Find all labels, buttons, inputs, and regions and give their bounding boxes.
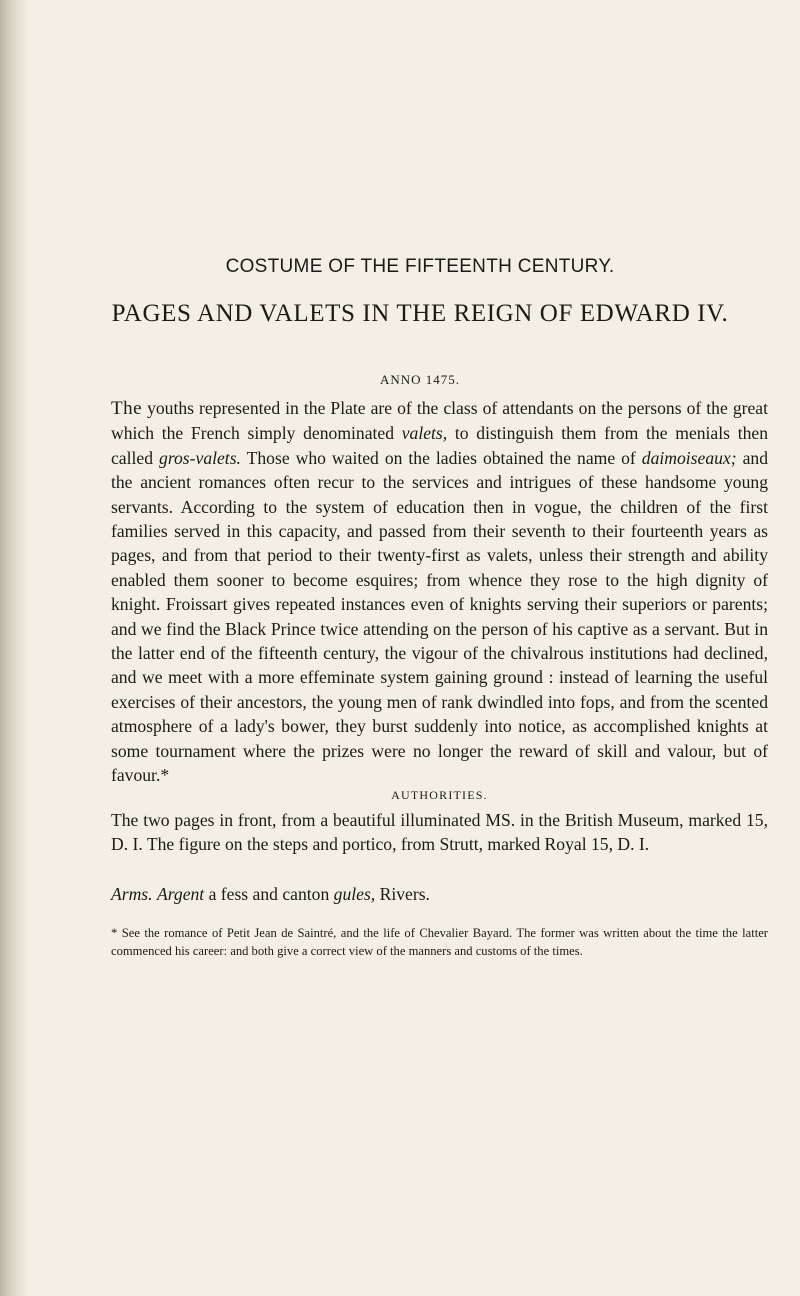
italic-term: valets,: [401, 423, 448, 444]
arms-tincture: Argent: [156, 884, 205, 904]
authorities-text: The two pages in front, from a beautiful illuminated MS. in the British Museum, marked 15, D. I. The figure on the steps and portico, from Strutt, marked Royal 15, D. I.: [111, 810, 768, 855]
footnote: [111, 925, 768, 960]
lead-word: The: [111, 398, 143, 419]
text-run: youths represented in the Plate are of the class of attendants on the persons of the great which the French simply denominated: [111, 398, 768, 444]
arms-line: [111, 882, 768, 906]
italic-term: gros-valets.: [159, 447, 241, 468]
page-title: COSTUME OF THE FIFTEENTH CENTURY.: [225, 256, 615, 277]
arms-tincture: gules,: [333, 884, 376, 904]
arms-text: Rivers.: [375, 884, 430, 904]
italic-term: daimoiseaux;: [641, 447, 737, 468]
footnote-text: * See the romance of Petit Jean de Saintré, and the life of Chevalier Bayard. The former was written about the time the latter commenced his career: and both give a correct view of the manners and customs of the times.: [111, 926, 768, 958]
text-run: and the ancient romances often recur to the services and intrigues of these handsome young servants. According to the system of education then in vogue, the children of the first families served in this capacity, and passed from their seventh to their fourteenth years as pages, and from that period to their twenty-first as valets, unless their strength and ability enabled them sooner to become esquires; from whence they rose to the high dignity of knight. Froissart gives repeated instances even of knights serving their superiors or parents; and we find the Black Prince twice attending on the person of his captive as a servant. But in the latter end of the fifteenth century, the vigour of the chivalrous institutions had declined, and we meet with a more effeminate system gaining ground : instead of learning the useful exercises of their ancestors, the young men of rank dwindled into fops, and from the scented atmosphere of a lady's bower, they burst suddenly into notice, as accomplished knights at some tournament where the prizes were no longer the reward of skill and valour, but of favour.*: [111, 447, 768, 786]
authorities-paragraph: [111, 808, 768, 857]
main-paragraph: [111, 396, 768, 788]
plate-title: PAGES AND VALETS IN THE REIGN OF EDWARD IV.: [111, 300, 729, 327]
page-binding-edge: [0, 0, 28, 1296]
arms-text: a fess and canton: [204, 884, 334, 904]
authorities-heading: AUTHORITIES.: [391, 788, 488, 802]
text-run: Those who waited on the ladies obtained the name of: [240, 447, 642, 468]
arms-label: Arms.: [111, 884, 153, 904]
text-run: to distinguish them from the menials then called: [111, 423, 768, 468]
date-line: ANNO 1475.: [379, 372, 461, 387]
